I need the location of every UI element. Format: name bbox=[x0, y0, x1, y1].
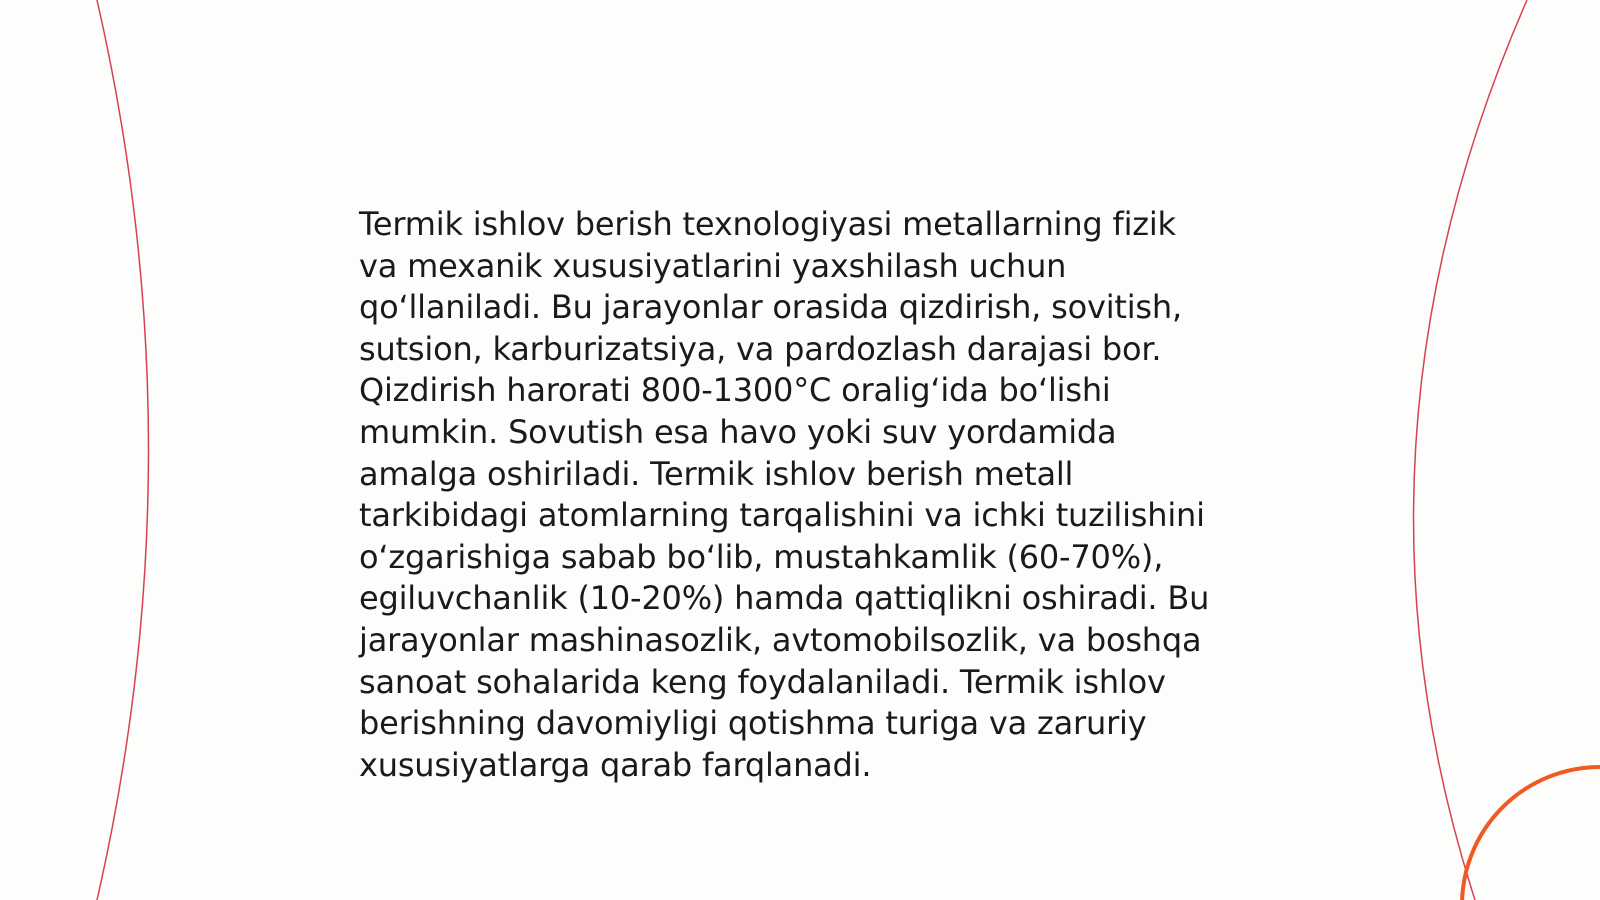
right-arc bbox=[1414, 0, 1527, 900]
left-arc bbox=[97, 0, 149, 900]
orange-circle bbox=[1462, 767, 1600, 900]
body-paragraph: Termik ishlov berish texnologiyasi metallarning fizik va mexanik xususiyatlarini yaxshilash uchun qo‘llaniladi. Bu jarayonlar orasida qizdirish, sovitish, sutsion, karburizatsiya, va pardozlash darajasi bor. Qizdirish harorati 800-1300°C oralig‘ida bo‘lishi mumkin. Sovutish esa havo yoki suv yordamida amalga oshiriladi. Termik ishlov berish metall tarkibidagi atomlarning tarqalishini va ichki tuzilishini o‘zgarishiga sabab bo‘lib, mustahkamlik (60-70%), egiluvchanlik (10-20%) hamda qattiqlikni oshiradi. Bu jarayonlar mashinasozlik, avtomobilsozlik, va boshqa sanoat sohalarida keng foydalaniladi. Termik ishlov berishning davomiyligi qotishma turiga va zaruriy xususiyatlarga qarab farqlanadi. bbox=[359, 205, 1210, 784]
